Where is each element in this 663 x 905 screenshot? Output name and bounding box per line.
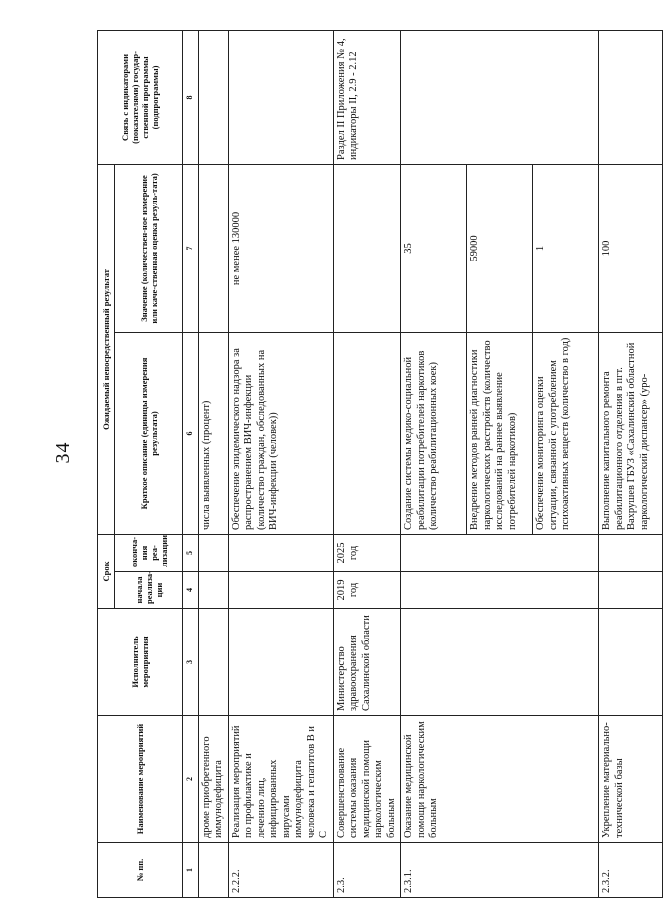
col-number: 7: [183, 164, 199, 332]
row-start: [198, 572, 228, 609]
col-number: 2: [183, 716, 199, 843]
row-value: не менее 130000: [228, 164, 333, 332]
row-desc: Обеспечение эпидемического надзора за распространением ВИЧ-инфекции (количество граждан, обследованных на ВИЧ-инфекции (человек)): [228, 332, 333, 534]
row-end: [599, 534, 663, 571]
header-link: Связь с индикаторами (показателями) государ-ственной программы (подпрограммы): [98, 30, 183, 164]
header-row-1: [98, 30, 115, 897]
row-name: дроме приобретенного иммунодефицита: [198, 716, 228, 843]
header-num: № пп.: [98, 843, 183, 898]
column-number-row: [183, 30, 199, 897]
row-name: Оказание медицинской помощи наркологическим больным: [401, 716, 599, 843]
col-number: 3: [183, 609, 199, 716]
row-desc: Обеспечение мониторинга оценки ситуации, связанной с употреблением психоактивных веществ (количество в год): [533, 332, 599, 534]
row-executor: Министерство здравоохранения Сахалинской области: [333, 609, 401, 716]
row-link: [198, 30, 228, 164]
row-start: [599, 572, 663, 609]
row-name: Совершенствование системы оказания медицинской помощи наркологическим больным: [333, 716, 401, 843]
row-value: [198, 164, 228, 332]
col-number: 5: [183, 534, 199, 571]
row-value: 59000: [467, 164, 533, 332]
row-executor: [599, 609, 663, 716]
row-end: [228, 534, 333, 571]
row-value: 35: [401, 164, 467, 332]
row-desc: Создание системы медико-социальной реабилитации потребителей наркотиков (количество реабилитационных коек): [401, 332, 467, 534]
header-term-end: оконча-ния реа-лизации: [115, 534, 183, 571]
row-start: 2019 год: [333, 572, 401, 609]
row-start: [228, 572, 333, 609]
row-value: [333, 164, 401, 332]
col-number: 4: [183, 572, 199, 609]
row-executor: [198, 609, 228, 716]
row-link: [401, 30, 599, 164]
header-executor: Исполнитель мероприятия: [98, 609, 183, 716]
row-end: [198, 534, 228, 571]
table-row: [333, 30, 401, 897]
row-end: 2025 год: [333, 534, 401, 571]
col-number: 6: [183, 332, 199, 534]
row-name: Реализация мероприятий по профилактике и лечению лиц, инфицированных вирусами иммунодефицита человека и гепатитов В и С: [228, 716, 333, 843]
row-num: 2.3.2.: [599, 843, 663, 898]
table-row: [599, 30, 663, 897]
table-row: [228, 30, 333, 897]
row-executor: [401, 609, 599, 716]
row-num: 2.3.1.: [401, 843, 599, 898]
row-desc: [333, 332, 401, 534]
row-num: [198, 843, 228, 898]
header-name: Наименование мероприятий: [98, 716, 183, 843]
row-link: [228, 30, 333, 164]
header-expected-value: Значение (количествен-ное измерение или каче-ственная оценка резуль-тата): [115, 164, 183, 332]
row-desc: числа выявленных (процент): [198, 332, 228, 534]
row-link: Раздел II Приложения № 4, индикаторы II, 2.9 - 2.12: [333, 30, 401, 164]
row-num: 2.2.2.: [228, 843, 333, 898]
header-term-start: начала реализа-ции: [115, 572, 183, 609]
header-term: Срок: [98, 534, 115, 608]
table-row: [198, 30, 228, 897]
row-desc: Выполнение капитального ремонта реабилитационного отделения в пгт. Вахрушев ГБУЗ «Сахалинский областной наркологический диспансер» (уро-: [599, 332, 663, 534]
row-desc: Внедрение методов ранней диагностики наркологических расстройств (количество исследований на раннее выявление потребителей наркотиков): [467, 332, 533, 534]
header-expected-desc: Краткое описание (единицы измерения результата): [115, 332, 183, 534]
row-name: Укрепление материально-технической базы: [599, 716, 663, 843]
row-value: 1: [533, 164, 599, 332]
program-table: [97, 30, 663, 898]
page-number: 34: [52, 441, 74, 464]
table-row: [401, 30, 467, 897]
col-number: 1: [183, 843, 199, 898]
row-value: 100: [599, 164, 663, 332]
row-start: [401, 572, 599, 609]
row-num: 2.3.: [333, 843, 401, 898]
header-expected: Ожидаемый непосредственный результат: [98, 164, 115, 534]
row-end: [401, 534, 599, 571]
row-link: [599, 30, 663, 164]
row-executor: [228, 609, 333, 716]
col-number: 8: [183, 30, 199, 164]
